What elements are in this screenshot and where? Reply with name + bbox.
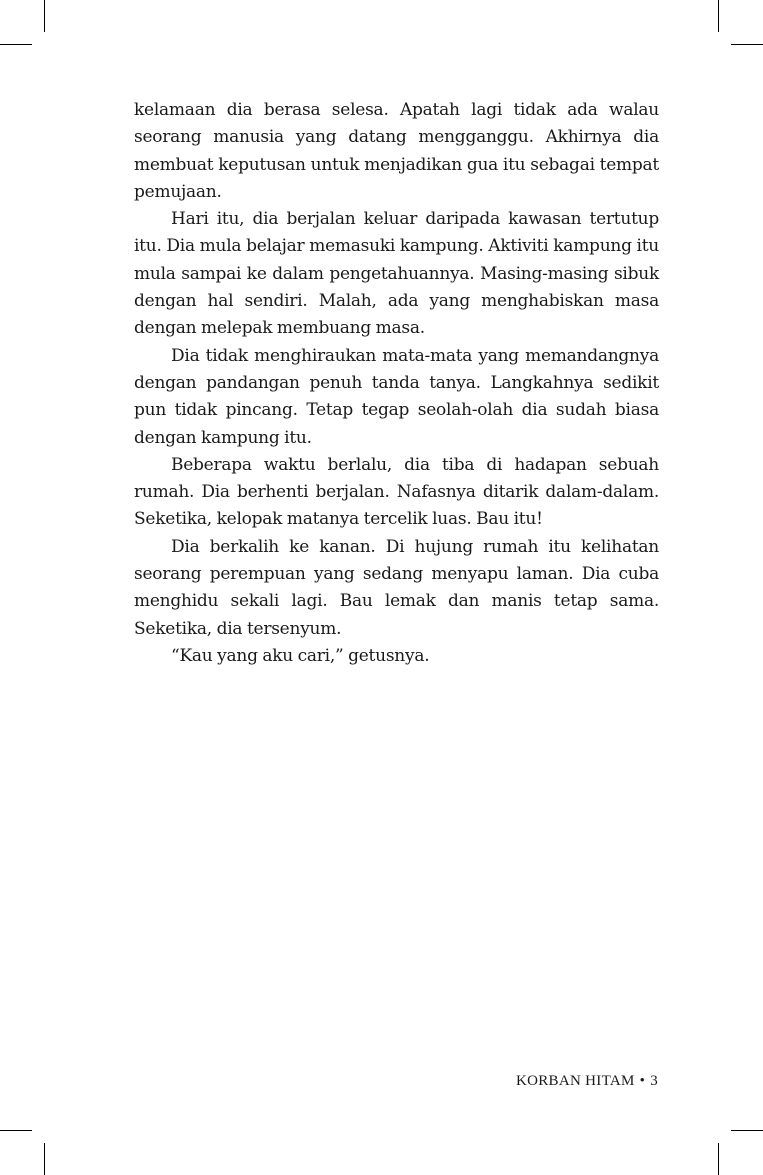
page-body-text (134, 97, 659, 670)
paragraph-5: Dia berkalih ke kanan. Di hujung rumah itu kelihatan seorang perempuan yang sedang menyapu laman. Dia cuba menghidu sekali lagi. Bau lemak dan manis tetap sama. Seketika, dia tersenyum. (134, 536, 659, 639)
paragraph-4: Beberapa waktu berlalu, dia tiba di hadapan sebuah rumah. Dia berhenti berjalan. Nafasnya ditarik dalam-dalam. Seketika, kelopak matanya tercelik luas. Bau itu! (134, 454, 659, 530)
paragraph-1: kelamaan dia berasa selesa. Apatah lagi tidak ada walau seorang manusia yang datang mengganggu. Akhirnya dia membuat keputusan untuk menjadikan gua itu sebagai tempat pemujaan. (134, 100, 659, 202)
page-number: 3 (650, 1073, 658, 1089)
book-title: KORBAN HITAM (515, 1073, 635, 1089)
crop-mark-top-right-vertical (718, 0, 719, 32)
crop-mark-top-right-horizontal (731, 44, 763, 45)
paragraph-6: “Kau yang aku cari,” getusnya. (171, 645, 430, 666)
paragraph-2: Hari itu, dia berjalan keluar daripada kawasan tertutup itu. Dia mula belajar memasuki kampung. Aktiviti kampung itu mula sampai ke dalam pengetahuannya. Masing-masing sibuk dengan hal sendiri. Malah, ada yang menghabiskan masa dengan melepak membuang masa. (134, 209, 659, 339)
crop-mark-top-left-vertical (44, 0, 45, 32)
crop-mark-bottom-left-horizontal (0, 1130, 32, 1131)
footer-separator: • (639, 1073, 646, 1089)
running-footer (516, 1073, 658, 1090)
crop-mark-bottom-left-vertical (44, 1143, 45, 1175)
crop-mark-bottom-right-horizontal (731, 1130, 763, 1131)
crop-mark-top-left-horizontal (0, 44, 32, 45)
paragraph-3: Dia tidak menghiraukan mata-mata yang memandangnya dengan pandangan penuh tanda tanya. Langkahnya sedikit pun tidak pincang. Tetap tegap seolah-olah dia sudah biasa dengan kampung itu. (134, 345, 659, 448)
crop-mark-bottom-right-vertical (718, 1143, 719, 1175)
